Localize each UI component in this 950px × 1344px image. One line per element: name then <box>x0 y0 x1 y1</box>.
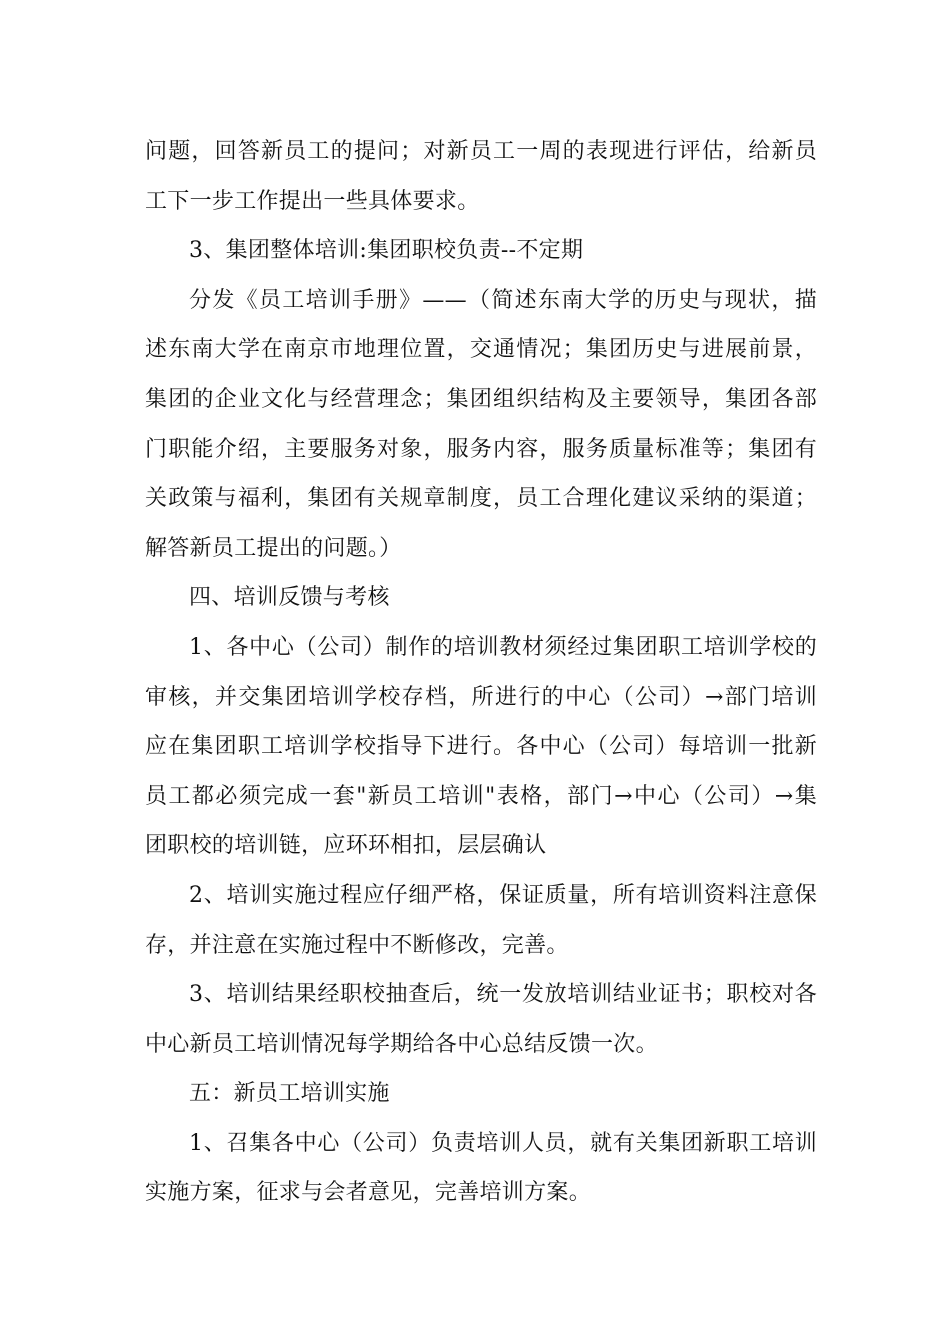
text-line: 2、培训实施过程应仔细严格，保证质量，所有培训资料注意保 <box>189 882 817 908</box>
paragraph-1 <box>145 127 817 226</box>
section-heading-5 <box>145 1069 817 1119</box>
text-line: 应在集团职工培训学校指导下进行。各中心（公司）每培训一批新 <box>145 734 817 760</box>
text-line: 关政策与福利，集团有关规章制度，员工合理化建议采纳的渠道； <box>145 486 817 512</box>
text-line: 存，并注意在实施过程中不断修改，完善。 <box>145 932 569 958</box>
text-line: 团职校的培训链，应环环相扣，层层确认 <box>145 833 547 859</box>
text-line: 解答新员工提出的问题。） <box>145 535 402 561</box>
text-line: 工下一步工作提出一些具体要求。 <box>145 188 480 214</box>
text-line: 3、集团整体培训:集团职校负责--不定期 <box>189 238 584 264</box>
text-line: 集团的企业文化与经营理念；集团组织结构及主要领导，集团各部 <box>145 386 817 412</box>
paragraph-5 <box>145 623 817 871</box>
text-line: 门职能介绍，主要服务对象，服务内容，服务质量标准等；集团有 <box>145 436 817 462</box>
text-line: 1、召集各中心（公司）负责培训人员，就有关集团新职工培训 <box>189 1130 817 1156</box>
text-line: 3、培训结果经职校抽查后，统一发放培训结业证书；职校对各 <box>189 982 817 1008</box>
text-line: 五：新员工培训实施 <box>189 1081 390 1107</box>
paragraph-9 <box>145 1119 817 1218</box>
text-line: 分发《员工培训手册》——（简述东南大学的历史与现状，描 <box>189 287 817 313</box>
text-line: 审核，并交集团培训学校存档，所进行的中心（公司）→部门培训 <box>145 684 817 710</box>
paragraph-2-heading <box>145 226 817 276</box>
text-line: 员工都必须完成一套"新员工培训"表格，部门→中心（公司）→集 <box>145 783 817 809</box>
text-line: 中心新员工培训情况每学期给各中心总结反馈一次。 <box>145 1031 658 1057</box>
document-body <box>145 127 817 1218</box>
section-heading-4 <box>145 573 817 623</box>
text-line: 问题，回答新员工的提问；对新员工一周的表现进行评估，给新员 <box>145 139 817 164</box>
paragraph-3 <box>145 276 817 574</box>
text-line: 实施方案，征求与会者意见，完善培训方案。 <box>145 1180 592 1206</box>
paragraph-7 <box>145 970 817 1069</box>
text-line: 述东南大学在南京市地理位置，交通情况；集团历史与进展前景， <box>145 337 817 363</box>
text-line: 1、各中心（公司）制作的培训教材须经过集团职工培训学校的 <box>189 634 817 660</box>
text-line: 四、培训反馈与考核 <box>189 585 390 611</box>
paragraph-6 <box>145 871 817 970</box>
